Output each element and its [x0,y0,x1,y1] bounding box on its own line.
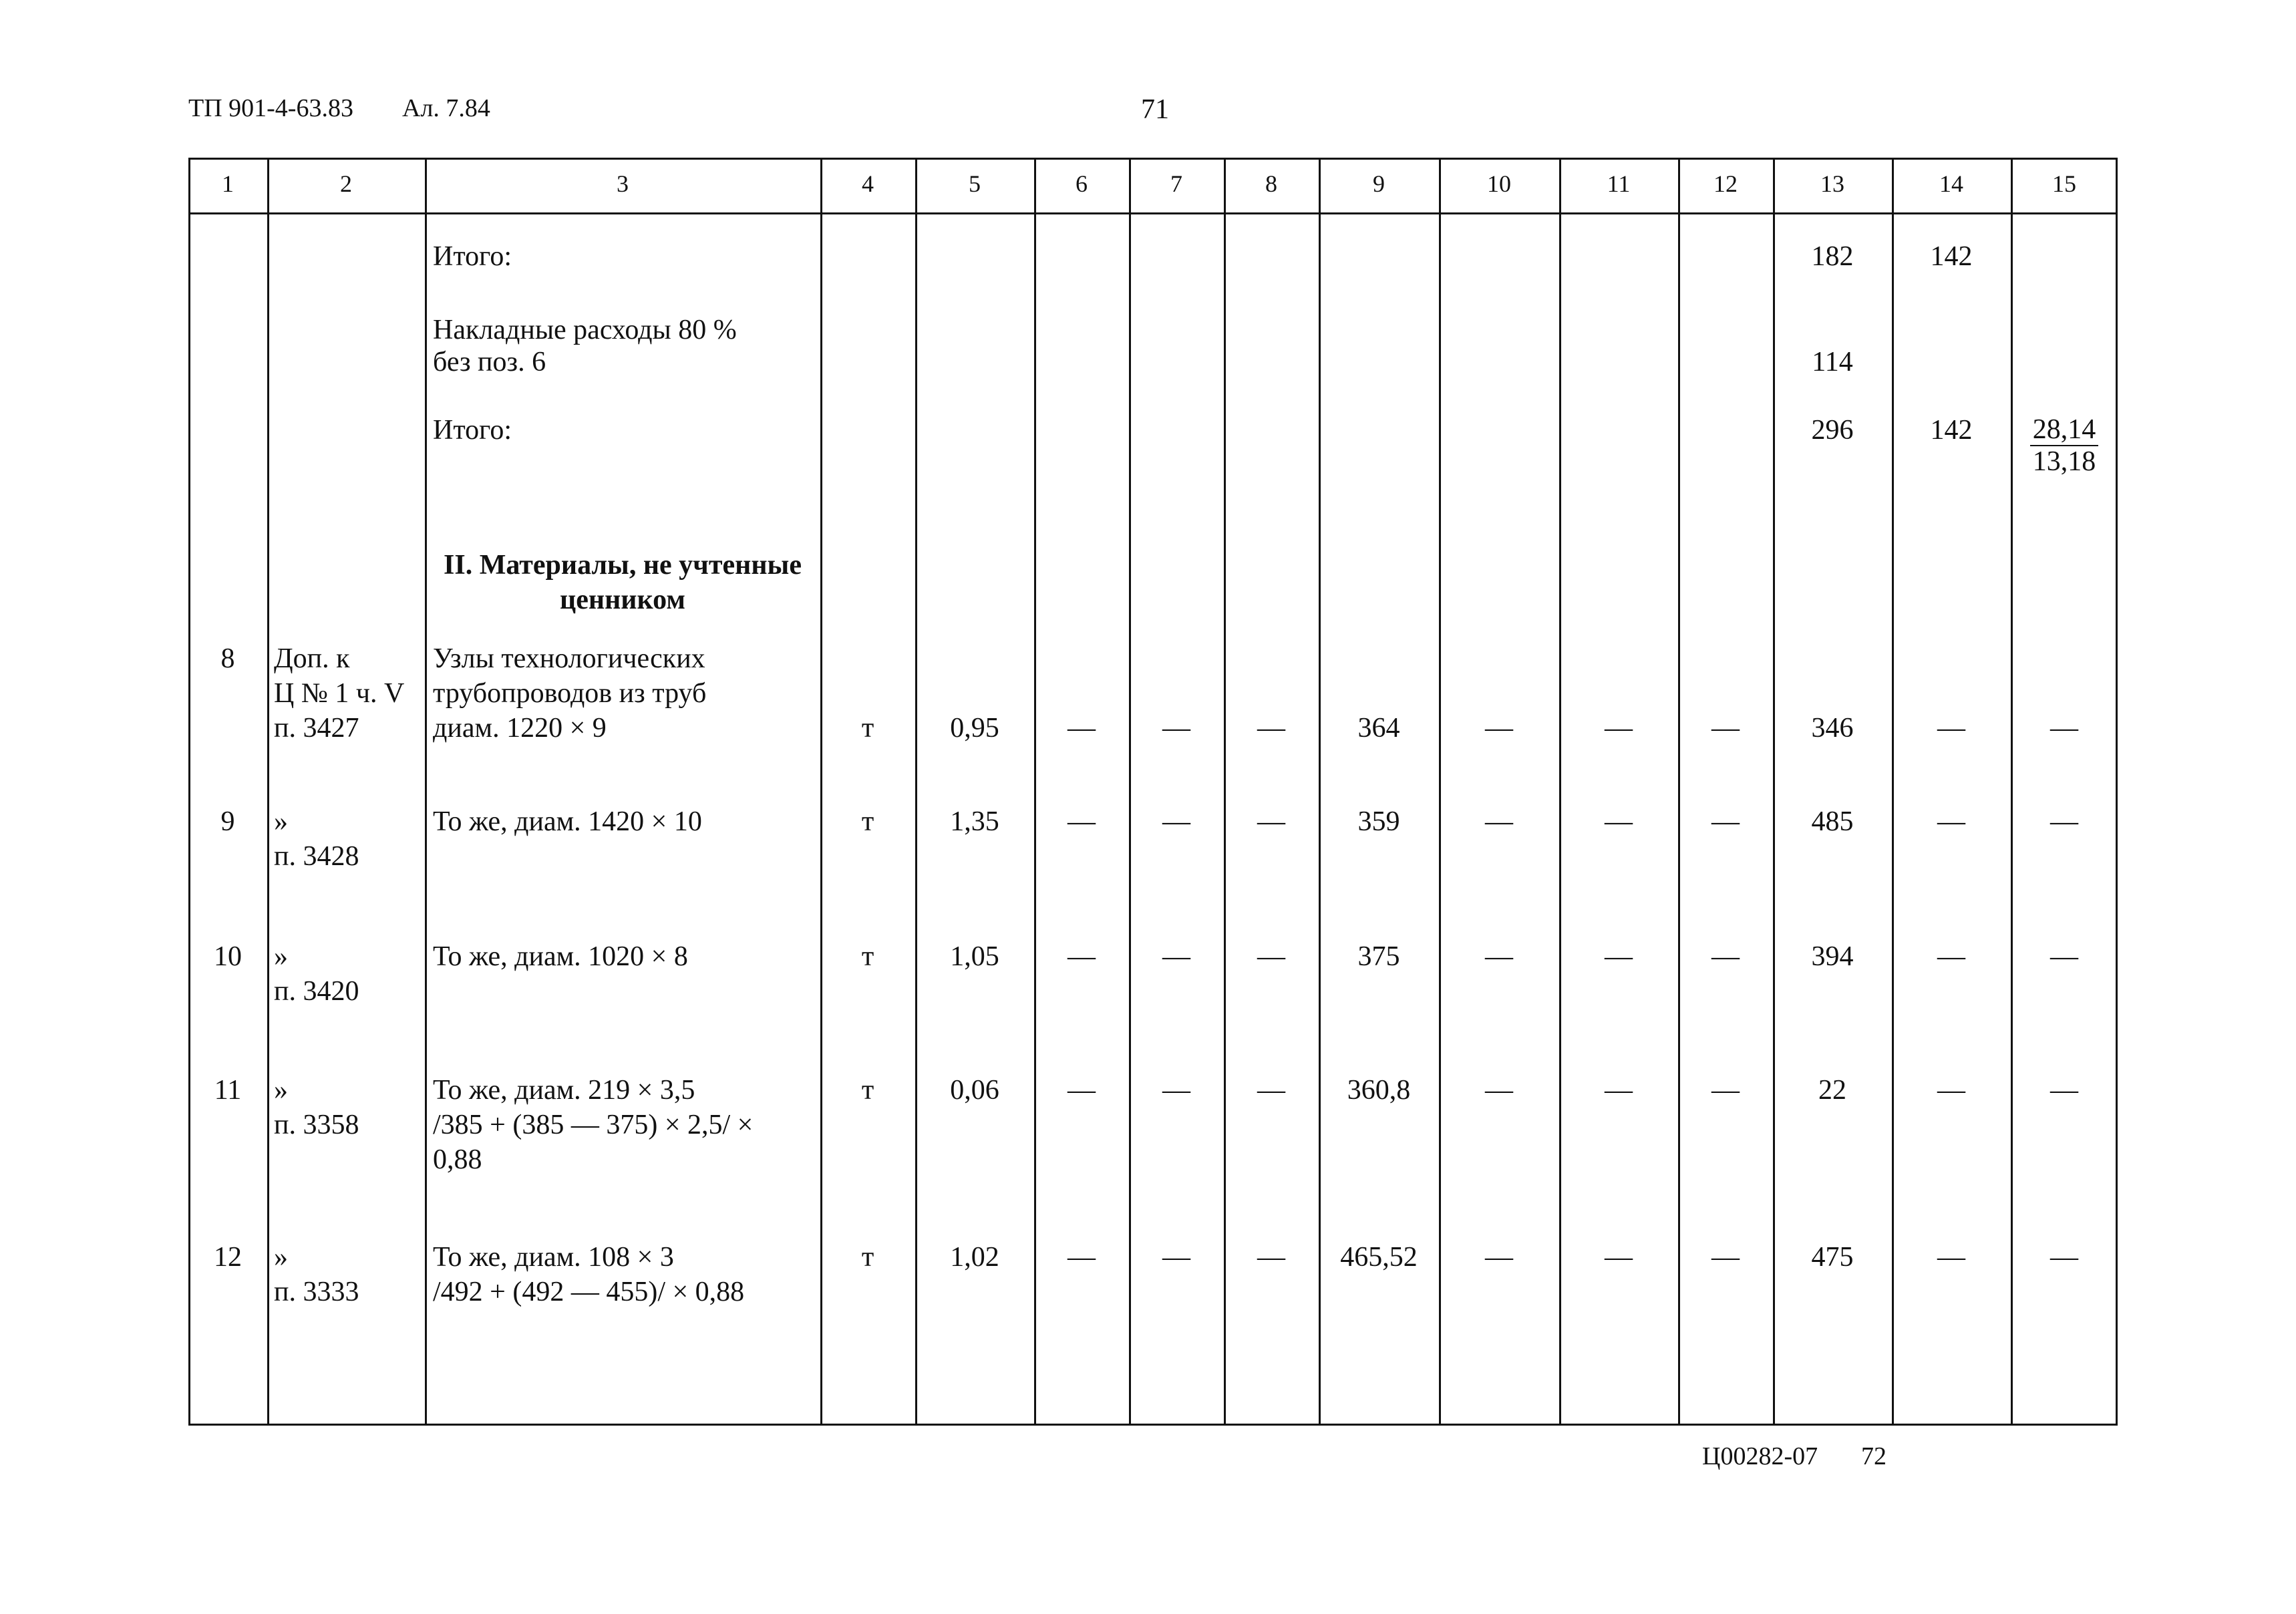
page-number: 71 [1141,94,1169,125]
row-col-11: — [1605,806,1633,837]
row-col-9: 359 [1357,806,1400,837]
column-border [915,158,917,1426]
table-bottom-border [188,1424,2118,1426]
row-col-15: — [2050,1075,2078,1106]
row-col-13: 394 [1811,941,1854,972]
row-number: 8 [220,643,235,674]
row-col-7: — [1162,941,1190,972]
row-number: 10 [214,941,242,972]
row-col-15: — [2050,941,2078,972]
row-col-15: — [2050,806,2078,837]
column-border [425,158,427,1426]
row-col-13: 485 [1811,806,1854,837]
row-price-reference: » [274,806,288,837]
row-col-6: — [1068,713,1096,744]
row-price-reference: п. 3420 [274,976,359,1007]
row-col-8: — [1257,1242,1285,1273]
estimate-table [188,158,2118,1426]
fraction [2030,414,2099,477]
row-col-14: — [1937,1075,1965,1106]
row-col-13: 475 [1811,1242,1854,1273]
row-col-14: — [1937,1242,1965,1273]
row-col-11: — [1605,1242,1633,1273]
row-price-reference: п. 3358 [274,1110,359,1140]
row-col-7: — [1162,1242,1190,1273]
column-border [1319,158,1321,1426]
column-border [820,158,822,1426]
row-unit: т [861,806,874,837]
grand-total-col13: 296 [1811,415,1854,446]
column-number: 4 [862,170,874,197]
row-number: 9 [220,806,235,837]
row-price-reference: п. 3428 [274,841,359,872]
row-name: /492 + (492 — 455)/ × 0,88 [433,1277,745,1307]
row-number: 12 [214,1242,242,1273]
column-number: 8 [1265,170,1277,197]
row-price-reference: » [274,941,288,972]
column-number: 10 [1487,170,1511,197]
column-border [1559,158,1561,1426]
footer-code: Ц00282-07 [1702,1442,1818,1470]
row-col-9: 364 [1357,713,1400,744]
row-col-7: — [1162,1075,1190,1106]
row-col-9: 360,8 [1347,1075,1411,1106]
album-number: Ал. 7.84 [402,94,490,122]
row-name: То же, диам. 219 × 3,5 [433,1075,695,1106]
column-border [1034,158,1036,1426]
column-border [267,158,269,1426]
row-col-9: 465,52 [1340,1242,1418,1273]
row-col-6: — [1068,806,1096,837]
column-number: 3 [617,170,629,197]
row-name: То же, диам. 108 × 3 [433,1242,674,1273]
row-name: То же, диам. 1020 × 8 [433,941,688,972]
column-border [1892,158,1894,1426]
row-quantity: 0,95 [950,713,999,744]
row-unit: т [861,1242,874,1273]
column-border [2116,158,2118,1426]
fraction-numerator: 28,14 [2030,414,2099,446]
row-price-reference: Ц № 1 ч. V [274,678,405,709]
row-price-reference: п. 3333 [274,1277,359,1307]
column-border [1129,158,1131,1426]
grand-total-col15-fraction [2011,414,2118,479]
row-col-10: — [1485,713,1513,744]
row-col-7: — [1162,806,1190,837]
row-price-reference: п. 3427 [274,713,359,744]
column-number: 1 [222,170,234,197]
row-col-8: — [1257,941,1285,972]
row-col-12: — [1711,806,1740,837]
section-title-cont: ценником [560,585,685,615]
row-col-15: — [2050,713,2078,744]
document-code: ТП 901-4-63.83 [188,94,353,122]
column-number: 2 [340,170,352,197]
column-number: 7 [1170,170,1182,197]
header-bottom-border [188,212,2118,214]
column-number: 11 [1607,170,1631,197]
table-top-border [188,158,2118,160]
row-col-14: — [1937,713,1965,744]
row-name: трубопроводов из труб [433,678,707,709]
row-unit: т [861,713,874,744]
column-border [188,158,190,1426]
row-col-10: — [1485,1075,1513,1106]
row-price-reference: » [274,1242,288,1273]
row-quantity: 1,35 [950,806,999,837]
grand-total-col14: 142 [1930,415,1973,446]
summary-total-col14: 142 [1930,241,1973,272]
row-name: диам. 1220 × 9 [433,713,607,744]
row-col-11: — [1605,941,1633,972]
row-quantity: 1,05 [950,941,999,972]
row-col-13: 346 [1811,713,1854,744]
row-col-11: — [1605,1075,1633,1106]
row-col-8: — [1257,1075,1285,1106]
row-col-6: — [1068,941,1096,972]
overhead-col13: 114 [1812,347,1853,377]
column-border [1439,158,1441,1426]
row-number: 11 [214,1075,242,1106]
column-border [1678,158,1680,1426]
column-number: 14 [1939,170,1963,197]
column-number: 15 [2052,170,2076,197]
row-col-10: — [1485,941,1513,972]
row-unit: т [861,1075,874,1106]
overhead-label: Накладные расходы 80 % [433,315,737,345]
grand-total-label: Итого: [433,415,512,446]
column-border [1224,158,1226,1426]
row-col-13: 22 [1818,1075,1846,1106]
row-col-12: — [1711,1242,1740,1273]
row-price-reference: Доп. к [274,643,350,674]
column-number: 12 [1713,170,1738,197]
column-number: 9 [1373,170,1385,197]
row-col-12: — [1711,1075,1740,1106]
row-quantity: 1,02 [950,1242,999,1273]
row-col-8: — [1257,806,1285,837]
row-price-reference: » [274,1075,288,1106]
row-unit: т [861,941,874,972]
row-col-10: — [1485,806,1513,837]
row-col-15: — [2050,1242,2078,1273]
row-col-6: — [1068,1242,1096,1273]
row-col-14: — [1937,806,1965,837]
row-col-6: — [1068,1075,1096,1106]
row-col-12: — [1711,941,1740,972]
column-number: 5 [969,170,981,197]
row-quantity: 0,06 [950,1075,999,1106]
row-col-10: — [1485,1242,1513,1273]
column-number: 6 [1076,170,1088,197]
summary-total-label: Итого: [433,241,512,272]
fraction-denominator: 13,18 [2032,446,2096,477]
row-name: 0,88 [433,1144,482,1175]
row-name: Узлы технологических [433,643,705,674]
row-name: /385 + (385 — 375) × 2,5/ × [433,1110,754,1140]
section-title: II. Материалы, не учтенные [444,550,802,581]
row-col-11: — [1605,713,1633,744]
row-col-14: — [1937,941,1965,972]
column-border [2011,158,2013,1426]
row-col-8: — [1257,713,1285,744]
row-name: То же, диам. 1420 × 10 [433,806,702,837]
summary-total-col13: 182 [1811,241,1854,272]
row-col-7: — [1162,713,1190,744]
row-col-12: — [1711,713,1740,744]
overhead-label-note: без поз. 6 [433,347,546,377]
column-number: 13 [1820,170,1844,197]
row-col-9: 375 [1357,941,1400,972]
footer-sheet-number: 72 [1861,1442,1887,1470]
